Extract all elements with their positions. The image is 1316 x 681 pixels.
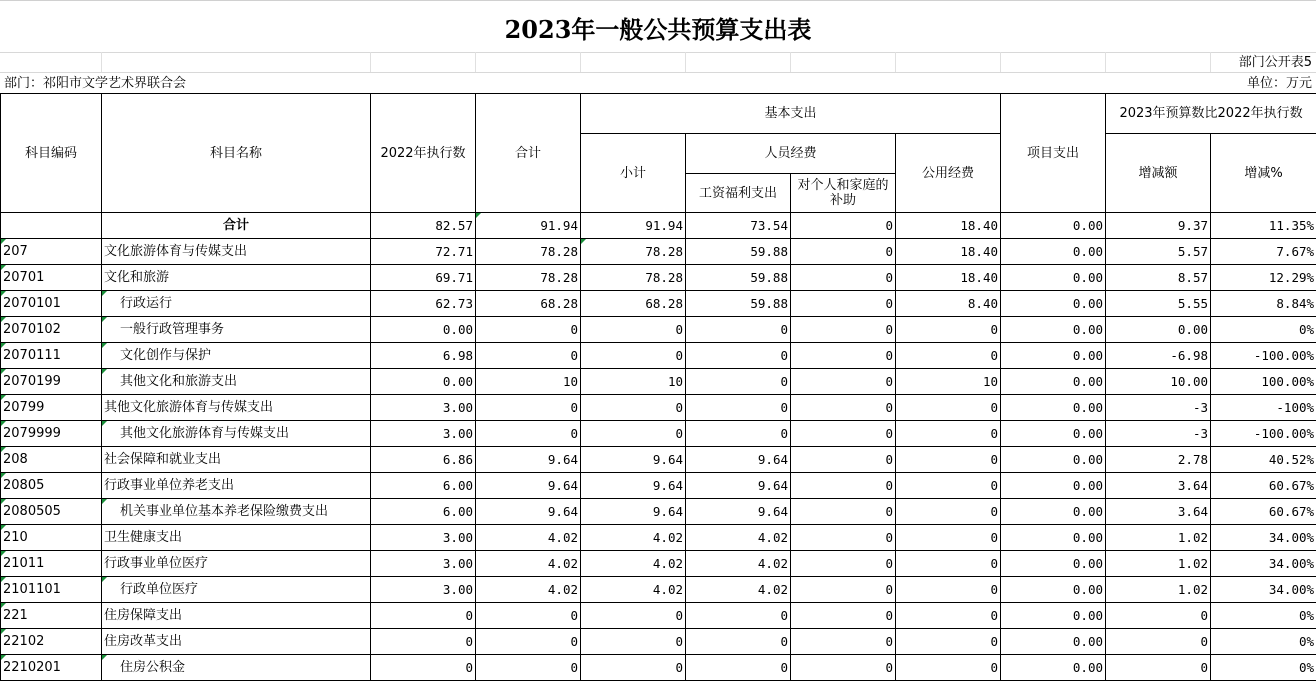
cell-project[interactable]: 0.00 [1001,473,1106,499]
cell-project[interactable]: 0.00 [1001,239,1106,265]
cell-project[interactable]: 0.00 [1001,525,1106,551]
cell-wages[interactable]: 0 [686,421,791,447]
cell-name[interactable] [102,603,371,629]
cell-subsidy[interactable]: 0 [791,499,896,525]
header-wages: 工资福利支出 [686,174,791,213]
cell-project[interactable]: 0.00 [1001,265,1106,291]
cell-exec[interactable]: 0 [371,629,476,655]
cell-pct[interactable]: 40.52% [1211,447,1316,473]
cell-subtotal[interactable]: 9.64 [581,473,686,499]
cell-subsidy[interactable]: 0 [791,577,896,603]
cell-wages[interactable]: 9.64 [686,499,791,525]
cell-total[interactable]: 0 [476,395,581,421]
cell-change[interactable]: 5.57 [1106,239,1211,265]
table-row [1,317,1316,343]
cell-change[interactable]: 8.57 [1106,265,1211,291]
cell-subsidy[interactable]: 0 [791,213,896,239]
cell-wages[interactable]: 59.88 [686,291,791,317]
cell-public[interactable]: 0 [896,655,1001,681]
cell-wages[interactable]: 0 [686,343,791,369]
cell-code[interactable]: 221 [1,603,102,629]
cell-public[interactable]: 8.40 [896,291,1001,317]
cell-pct[interactable]: 0% [1211,655,1316,681]
budget-table [0,93,1316,681]
header-change-amount: 增减额 [1106,134,1211,213]
cell-public[interactable]: 18.40 [896,213,1001,239]
cell-subtotal[interactable]: 0 [581,629,686,655]
cell-subsidy[interactable]: 0 [791,343,896,369]
cell-project[interactable]: 0.00 [1001,655,1106,681]
cell-change[interactable]: 1.02 [1106,551,1211,577]
cell-code[interactable]: 210 [1,525,102,551]
grid-line [895,52,896,72]
cell-name-text: 社会保障和就业支出 [104,452,221,467]
cell-public[interactable]: 0 [896,629,1001,655]
cell-subsidy[interactable]: 0 [791,239,896,265]
header-public-funds: 公用经费 [896,134,1001,213]
cell-name[interactable] [102,343,371,369]
cell-total[interactable]: 4.02 [476,525,581,551]
cell-name[interactable] [102,447,371,473]
grid-line [1105,52,1106,72]
cell-name[interactable] [102,369,371,395]
grid-line [1210,52,1211,72]
cell-wages[interactable]: 4.02 [686,577,791,603]
cell-pct[interactable]: 0% [1211,629,1316,655]
cell-total[interactable]: 9.64 [476,473,581,499]
cell-change[interactable]: 2.78 [1106,447,1211,473]
cell-exec[interactable]: 0 [371,655,476,681]
cell-pct[interactable]: 34.00% [1211,525,1316,551]
grid-line [370,52,371,72]
cell-wages[interactable]: 0 [686,629,791,655]
cell-name[interactable] [102,421,371,447]
department-label: 部门：祁阳市文学艺术界联合会 [4,75,186,93]
cell-name-text: 行政事业单位养老支出 [104,478,234,493]
table-row [1,473,1316,499]
cell-public[interactable]: 0 [896,317,1001,343]
cell-subtotal[interactable]: 0 [581,421,686,447]
cell-public[interactable]: 0 [896,525,1001,551]
cell-name-text: 文化和旅游 [104,270,169,285]
cell-public[interactable]: 0 [896,577,1001,603]
cell-wages[interactable]: 73.54 [686,213,791,239]
cell-code[interactable]: 207 [1,239,102,265]
header-change-percent: 增减% [1211,134,1316,213]
cell-name[interactable] [102,265,371,291]
cell-subtotal[interactable]: 78.28 [581,239,686,265]
cell-name-text: 文化创作与保护 [104,348,211,363]
cell-name-text: 其他文化旅游体育与传媒支出 [104,426,289,441]
cell-project[interactable]: 0.00 [1001,447,1106,473]
cell-name[interactable] [102,239,371,265]
cell-total[interactable]: 0 [476,421,581,447]
cell-name-text: 行政事业单位医疗 [104,556,208,571]
cell-public[interactable]: 0 [896,499,1001,525]
cell-wages[interactable]: 0 [686,655,791,681]
cell-exec[interactable]: 0.00 [371,369,476,395]
cell-name-text: 一般行政管理事务 [104,322,224,337]
cell-code[interactable]: 2070199 [1,369,102,395]
cell-project[interactable]: 0.00 [1001,499,1106,525]
cell-code[interactable]: 20799 [1,395,102,421]
cell-pct[interactable]: 0% [1211,317,1316,343]
cell-subtotal[interactable]: 0 [581,603,686,629]
header-personnel: 人员经费 [686,134,896,174]
grid-line [580,52,581,72]
cell-pct[interactable]: 0% [1211,603,1316,629]
cell-public[interactable]: 0 [896,343,1001,369]
cell-code[interactable]: 20701 [1,265,102,291]
cell-total[interactable]: 4.02 [476,577,581,603]
cell-code[interactable]: 2210201 [1,655,102,681]
unit-label: 单位：万元 [1247,75,1312,93]
cell-name-text: 行政单位医疗 [104,582,198,597]
cell-exec[interactable]: 62.73 [371,291,476,317]
cell-public[interactable]: 18.40 [896,265,1001,291]
table-row [1,629,1316,655]
cell-subtotal[interactable]: 4.02 [581,525,686,551]
cell-name[interactable] [102,629,371,655]
cell-subtotal[interactable]: 4.02 [581,577,686,603]
cell-pct[interactable]: 12.29% [1211,265,1316,291]
cell-public[interactable]: 0 [896,551,1001,577]
cell-subsidy[interactable]: 0 [791,551,896,577]
cell-change[interactable]: -3 [1106,395,1211,421]
cell-pct[interactable]: 34.00% [1211,551,1316,577]
table-row [1,395,1316,421]
cell-public[interactable]: 0 [896,395,1001,421]
cell-pct[interactable]: 100.00% [1211,369,1316,395]
cell-name[interactable] [102,577,371,603]
cell-name-text: 合计 [223,218,249,233]
cell-wages[interactable]: 0 [686,369,791,395]
cell-subtotal[interactable]: 9.64 [581,499,686,525]
cell-exec[interactable]: 3.00 [371,525,476,551]
cell-wages[interactable]: 59.88 [686,239,791,265]
cell-wages[interactable]: 0 [686,603,791,629]
header-subsidy: 对个人和家庭的补助 [791,174,896,213]
table-row [1,603,1316,629]
table-row [1,577,1316,603]
cell-exec[interactable]: 82.57 [371,213,476,239]
header-basic-expenditure: 基本支出 [581,94,1001,134]
cell-pct[interactable]: -100.00% [1211,343,1316,369]
cell-subtotal[interactable]: 68.28 [581,291,686,317]
cell-total[interactable]: 91.94 [476,213,581,239]
header-project-expenditure: 项目支出 [1001,94,1106,213]
cell-public[interactable]: 10 [896,369,1001,395]
cell-subtotal[interactable]: 78.28 [581,265,686,291]
grid-line [1000,52,1001,72]
cell-total[interactable]: 0 [476,603,581,629]
cell-code[interactable]: 2080505 [1,499,102,525]
cell-public[interactable]: 18.40 [896,239,1001,265]
cell-change[interactable]: 3.64 [1106,499,1211,525]
cell-exec[interactable]: 6.98 [371,343,476,369]
cell-code[interactable]: 21011 [1,551,102,577]
cell-wages[interactable]: 9.64 [686,473,791,499]
table-row [1,343,1316,369]
cell-public[interactable]: 0 [896,603,1001,629]
cell-subsidy[interactable]: 0 [791,369,896,395]
cell-pct[interactable]: 34.00% [1211,577,1316,603]
cell-change[interactable]: 0 [1106,603,1211,629]
cell-project[interactable]: 0.00 [1001,369,1106,395]
cell-change[interactable]: 9.37 [1106,213,1211,239]
cell-subtotal[interactable]: 0 [581,317,686,343]
cell-exec[interactable]: 6.86 [371,447,476,473]
cell-project[interactable]: 0.00 [1001,603,1106,629]
cell-subsidy[interactable]: 0 [791,291,896,317]
cell-total[interactable]: 4.02 [476,551,581,577]
cell-name-text: 住房保障支出 [104,608,182,623]
cell-code[interactable]: 20805 [1,473,102,499]
cell-project[interactable]: 0.00 [1001,343,1106,369]
header-comparison: 2023年预算数比2022年执行数 [1106,94,1316,134]
table-row [1,525,1316,551]
grid-line [101,52,102,72]
table-row [1,239,1316,265]
cell-change[interactable]: -3 [1106,421,1211,447]
cell-total[interactable]: 68.28 [476,291,581,317]
form-number: 部门公开表5 [1239,54,1312,72]
cell-project[interactable]: 0.00 [1001,317,1106,343]
cell-code[interactable]: 2070111 [1,343,102,369]
cell-pct[interactable]: -100.00% [1211,421,1316,447]
cell-change[interactable]: 0 [1106,655,1211,681]
cell-project[interactable]: 0.00 [1001,291,1106,317]
cell-pct[interactable]: 8.84% [1211,291,1316,317]
cell-project[interactable]: 0.00 [1001,629,1106,655]
cell-project[interactable]: 0.00 [1001,577,1106,603]
cell-wages[interactable]: 4.02 [686,525,791,551]
cell-pct[interactable]: 7.67% [1211,239,1316,265]
cell-exec[interactable]: 3.00 [371,421,476,447]
cell-change[interactable]: 10.00 [1106,369,1211,395]
cell-exec[interactable]: 3.00 [371,551,476,577]
cell-change[interactable]: 5.55 [1106,291,1211,317]
cell-change[interactable]: 0 [1106,629,1211,655]
cell-subtotal[interactable]: 0 [581,655,686,681]
cell-subtotal[interactable]: 9.64 [581,447,686,473]
cell-exec[interactable]: 3.00 [371,395,476,421]
cell-total[interactable]: 0 [476,629,581,655]
cell-wages[interactable]: 59.88 [686,265,791,291]
cell-name[interactable] [102,291,371,317]
cell-name[interactable] [102,395,371,421]
cell-subtotal[interactable]: 91.94 [581,213,686,239]
cell-code[interactable]: 208 [1,447,102,473]
cell-subtotal[interactable]: 10 [581,369,686,395]
table-row [1,291,1316,317]
table-row [1,499,1316,525]
cell-name[interactable] [102,317,371,343]
table-row [1,447,1316,473]
cell-total[interactable]: 78.28 [476,239,581,265]
header-name: 科目名称 [102,94,371,213]
cell-subsidy[interactable]: 0 [791,317,896,343]
cell-subtotal[interactable]: 0 [581,343,686,369]
cell-total[interactable]: 0 [476,317,581,343]
cell-exec[interactable]: 69.71 [371,265,476,291]
cell-change[interactable]: 0.00 [1106,317,1211,343]
cell-name-text: 住房公积金 [104,660,185,675]
cell-subsidy[interactable]: 0 [791,603,896,629]
cell-wages[interactable]: 0 [686,317,791,343]
grid-line [475,52,476,72]
cell-project[interactable]: 0.00 [1001,421,1106,447]
cell-total[interactable]: 0 [476,655,581,681]
grid-line [0,52,1316,53]
grid-line [685,52,686,72]
cell-name-text: 住房改革支出 [104,634,182,649]
cell-change[interactable]: 1.02 [1106,577,1211,603]
cell-exec[interactable]: 0.00 [371,317,476,343]
cell-code[interactable]: 22102 [1,629,102,655]
grid-line [790,52,791,72]
cell-exec[interactable]: 6.00 [371,499,476,525]
cell-name[interactable] [102,551,371,577]
cell-project[interactable]: 0.00 [1001,395,1106,421]
cell-name[interactable] [102,213,371,239]
cell-public[interactable]: 0 [896,473,1001,499]
header-subtotal: 小计 [581,134,686,213]
cell-subsidy[interactable]: 0 [791,525,896,551]
cell-subsidy[interactable]: 0 [791,655,896,681]
cell-subtotal[interactable]: 0 [581,395,686,421]
cell-name-text: 其他文化和旅游支出 [104,374,237,389]
cell-public[interactable]: 0 [896,447,1001,473]
cell-public[interactable]: 0 [896,421,1001,447]
cell-name[interactable] [102,525,371,551]
cell-change[interactable]: 1.02 [1106,525,1211,551]
cell-subsidy[interactable]: 0 [791,629,896,655]
table-row [1,265,1316,291]
cell-name[interactable] [102,473,371,499]
cell-name-text: 机关事业单位基本养老保险缴费支出 [104,504,328,519]
header-code: 科目编码 [1,94,102,213]
table-row [1,421,1316,447]
cell-exec[interactable]: 3.00 [371,577,476,603]
cell-name-text: 行政运行 [104,296,172,311]
cell-wages[interactable]: 4.02 [686,551,791,577]
cell-exec[interactable]: 0 [371,603,476,629]
cell-total[interactable]: 0 [476,343,581,369]
cell-code[interactable]: 2070101 [1,291,102,317]
header-total: 合计 [476,94,581,213]
cell-change[interactable]: -6.98 [1106,343,1211,369]
cell-wages[interactable]: 0 [686,395,791,421]
cell-project[interactable]: 0.00 [1001,551,1106,577]
cell-pct[interactable]: 60.67% [1211,473,1316,499]
grid-line [0,72,1316,73]
cell-pct[interactable]: -100% [1211,395,1316,421]
cell-subtotal[interactable]: 4.02 [581,551,686,577]
table-row [1,551,1316,577]
table-title: 2023年一般公共预算支出表 [0,0,1316,53]
cell-subsidy[interactable]: 0 [791,447,896,473]
cell-name[interactable] [102,655,371,681]
cell-subsidy[interactable]: 0 [791,421,896,447]
cell-code[interactable]: 2070102 [1,317,102,343]
cell-name[interactable] [102,499,371,525]
cell-code[interactable]: 2101101 [1,577,102,603]
header-exec-2022: 2022年执行数 [371,94,476,213]
table-row [1,213,1316,239]
cell-pct[interactable]: 60.67% [1211,499,1316,525]
cell-total[interactable]: 9.64 [476,499,581,525]
cell-subsidy[interactable]: 0 [791,395,896,421]
table-row [1,369,1316,395]
cell-change[interactable]: 3.64 [1106,473,1211,499]
cell-exec[interactable]: 72.71 [371,239,476,265]
cell-wages[interactable]: 9.64 [686,447,791,473]
cell-name-text: 文化旅游体育与传媒支出 [104,244,247,259]
cell-total[interactable]: 9.64 [476,447,581,473]
cell-code[interactable] [1,213,102,239]
cell-subsidy[interactable]: 0 [791,265,896,291]
cell-name-text: 其他文化旅游体育与传媒支出 [104,400,273,415]
cell-project[interactable]: 0.00 [1001,213,1106,239]
cell-pct[interactable]: 11.35% [1211,213,1316,239]
cell-subsidy[interactable]: 0 [791,473,896,499]
table-row [1,655,1316,681]
cell-name-text: 卫生健康支出 [104,530,182,545]
cell-exec[interactable]: 6.00 [371,473,476,499]
cell-total[interactable]: 10 [476,369,581,395]
cell-total[interactable]: 78.28 [476,265,581,291]
cell-code[interactable]: 2079999 [1,421,102,447]
